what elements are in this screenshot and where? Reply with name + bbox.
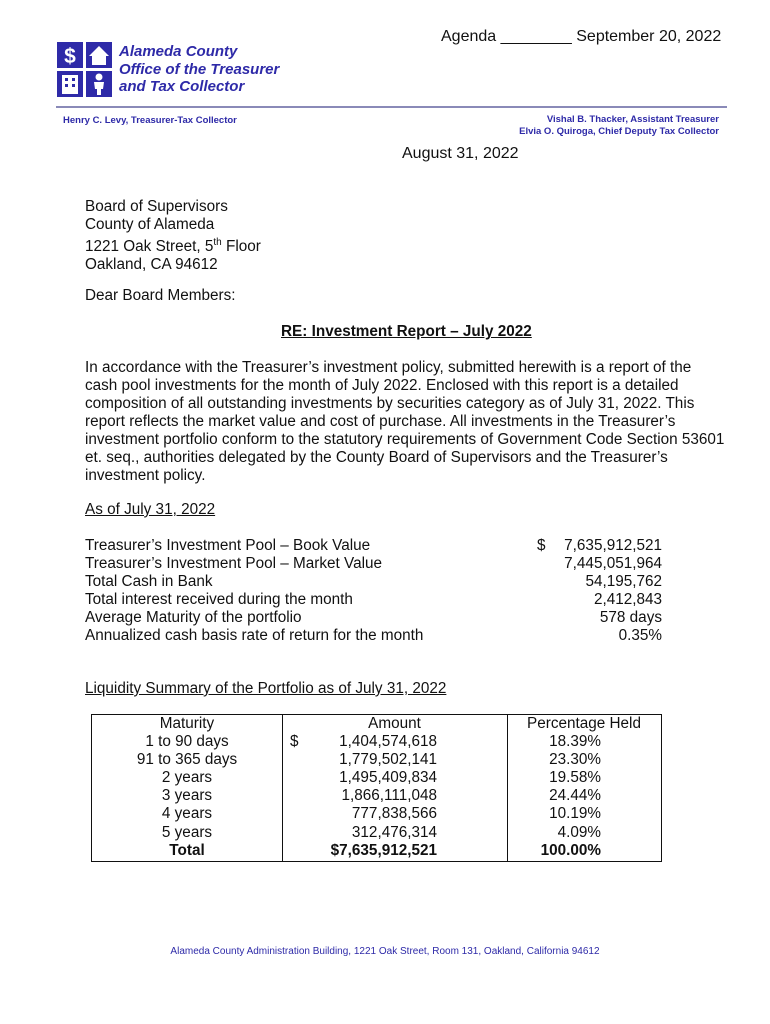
treasurer-name: Henry C. Levy, Treasurer-Tax Collector (63, 115, 237, 126)
recipient-address: Board of Supervisors County of Alameda 1221 Oak Street, 5th Floor Oakland, CA 94612 (85, 198, 261, 274)
amount-value: 1,495,409,834 (339, 769, 437, 787)
summary-value: 578 days (599, 609, 662, 626)
table-row: 1 to 90 days (145, 733, 229, 751)
table-row: 5 years (161, 823, 213, 841)
summary-label: Average Maturity of the portfolio (85, 609, 302, 626)
table-row: 2 years (161, 769, 213, 787)
summary-label: Treasurer’s Investment Pool – Market Value (85, 555, 383, 572)
summary-labels (85, 537, 423, 645)
summary-label: Annualized cash basis rate of return for the month (85, 627, 424, 644)
percentage-value: 19.58% (549, 769, 601, 787)
summary-values (564, 537, 662, 645)
percentage-column (507, 715, 661, 861)
county-logo (57, 42, 112, 97)
summary-value: 7,635,912,521 (564, 537, 662, 554)
total-amount: $7,635,912,521 (330, 841, 437, 859)
percentage-value: 23.30% (549, 751, 601, 769)
summary-value: 2,412,843 (593, 591, 662, 608)
amount-value: 1,866,111,048 (341, 787, 437, 805)
summary-value: 7,445,051,964 (564, 555, 662, 572)
percentage-value: 4.09% (557, 823, 601, 841)
table-row: 3 years (161, 787, 213, 805)
total-label: Total (169, 841, 205, 859)
amount-dollar-sign: $ (290, 733, 299, 751)
amount-value: 312,476,314 (351, 823, 437, 841)
total-percentage: 100.00% (540, 841, 601, 859)
header-divider (56, 106, 727, 108)
percentage-header: Percentage Held (527, 715, 641, 732)
percentage-value: 18.39% (549, 733, 601, 751)
subject-line: RE: Investment Report – July 2022 (281, 323, 532, 340)
as-of-heading: As of July 31, 2022 (85, 501, 216, 518)
summary-label: Treasurer’s Investment Pool – Book Value (85, 537, 371, 554)
letter-date: August 31, 2022 (402, 145, 519, 162)
liquidity-title: Liquidity Summary of the Portfolio as of July 31, 2022 (85, 680, 447, 697)
amount-value: 1,404,574,618 (339, 733, 437, 751)
amount-value: 1,779,502,141 (339, 751, 437, 769)
svg-text:$: $ (64, 45, 76, 68)
footer-address: Alameda County Administration Building, 1221 Oak Street, Room 131, Oakland, California 94612 (170, 946, 600, 957)
percentage-value: 10.19% (549, 805, 601, 823)
summary-value: 54,195,762 (585, 573, 662, 590)
amount-column (282, 715, 508, 861)
office-name: Alameda County Office of the Treasurer and Tax Collector (119, 43, 280, 95)
amount-value: 777,838,566 (351, 805, 437, 823)
salutation: Dear Board Members: (85, 287, 236, 304)
percentage-value: 24.44% (549, 787, 601, 805)
summary-dollar-sign: $ (537, 537, 546, 554)
table-row: 91 to 365 days (136, 751, 238, 769)
summary-label: Total interest received during the month (85, 591, 353, 608)
body-paragraph: In accordance with the Treasurer’s investment policy, submitted herewith is a report of the cash pool investments for the month of July 2022. Enclosed with this report is a detailed composition of all outstanding investments by securities category as of July 31, 2022. This report reflects the market value and cost of purchase. All investments in the Treasurer’s investment portfolio conform to the statutory requirements of Government Code Section 53601 et. seq., authorities delegated by the County Board of Supervisors and the Treasurer’s investment policy. (85, 359, 725, 484)
liquidity-table (91, 714, 662, 862)
summary-value: 0.35% (618, 627, 662, 644)
agenda-line: Agenda ________ September 20, 2022 (441, 28, 722, 45)
amount-header: Amount (368, 715, 421, 732)
assistant-officers: Vishal B. Thacker, Assistant Treasurer Elvia O. Quiroga, Chief Deputy Tax Collector (519, 114, 719, 137)
summary-label: Total Cash in Bank (85, 573, 213, 590)
maturity-header: Maturity (159, 715, 215, 732)
maturity-column (92, 715, 283, 861)
table-row: 4 years (161, 805, 213, 823)
